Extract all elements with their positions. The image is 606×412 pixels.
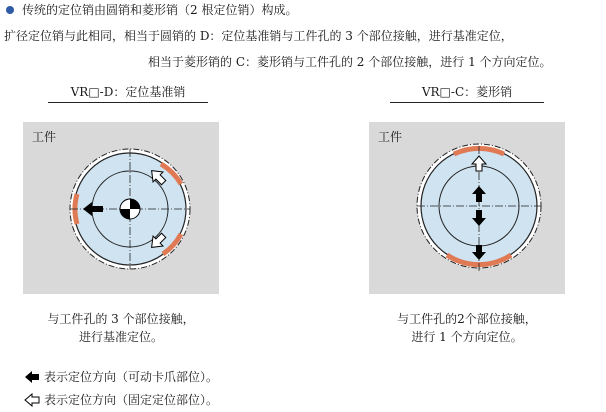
right-diagram-panel — [369, 122, 565, 294]
right-section-title: VR□-C：菱形销 — [421, 85, 513, 99]
right-caption-line-2: 进行 1 个方向定位。 — [411, 330, 523, 344]
left-workpiece-label: 工件 — [32, 130, 57, 144]
bullet-icon — [6, 6, 14, 14]
left-diagram-panel — [23, 122, 219, 294]
fixed-legend-arrow-icon — [24, 393, 40, 407]
right-caption-line-1: 与工件孔的2个部位接触， — [397, 312, 537, 326]
legend-fixed: 表示定位方向（固定定位部位）。 — [44, 393, 219, 407]
diamond-pin-diagram — [369, 122, 565, 294]
movable-legend-arrow-icon — [24, 370, 40, 384]
legend-movable: 表示定位方向（可动卡爪部位）。 — [44, 370, 219, 384]
intro-line-1: 传统的定位销由圆销和菱形销（2 根定位销）构成。 — [22, 3, 298, 17]
right-title-underline — [390, 102, 544, 103]
reference-pin-diagram — [23, 122, 219, 294]
left-title-underline — [48, 102, 208, 103]
intro-line-2: 扩径定位销与此相同，相当于圆销的 D：定位基准销与工件孔的 3 个部位接触，进行基准定位， — [4, 29, 513, 43]
left-section-title: VR□-D：定位基准销 — [70, 85, 186, 99]
left-caption-line-1: 与工件孔的 3 个部位接触， — [47, 312, 195, 326]
intro-line-3: 相当于菱形销的 C：菱形销与工件孔的 2 个部位接触，进行 1 个方向定位。 — [148, 55, 552, 69]
right-workpiece-label: 工件 — [378, 130, 403, 144]
left-caption-line-2: 进行基准定位。 — [78, 330, 163, 344]
